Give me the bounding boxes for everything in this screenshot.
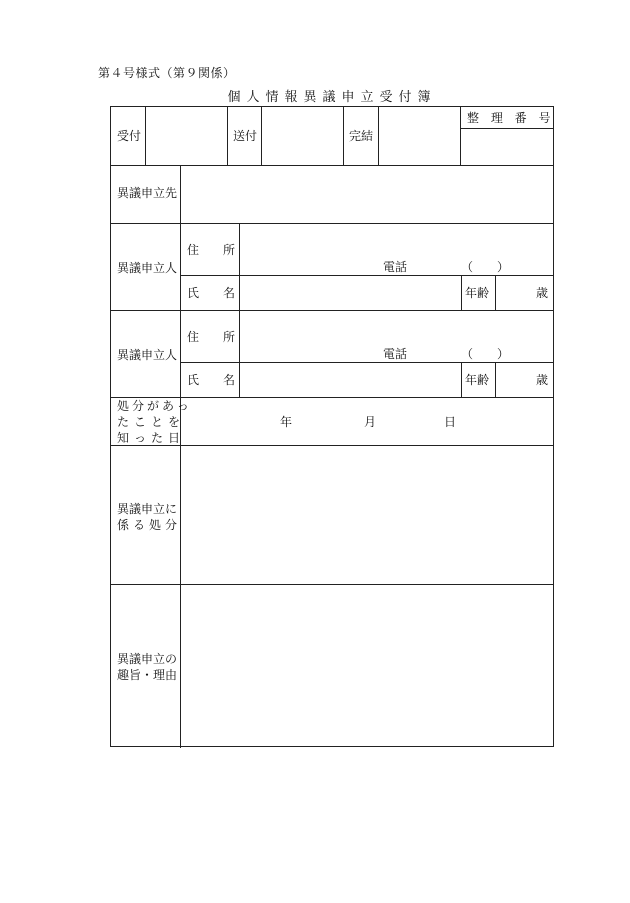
phone-label: 電話 bbox=[383, 347, 408, 361]
header-divider bbox=[343, 107, 344, 165]
document-title: 個人情報異議申立受付簿 bbox=[227, 90, 437, 105]
seiri-bangou-label: 整 理 番 号 bbox=[467, 111, 555, 125]
phone-paren: （ ） bbox=[461, 347, 510, 361]
disposition-label-line: 係る処分 bbox=[117, 518, 182, 532]
uketsuke-label: 受付 bbox=[117, 129, 142, 143]
header-divider bbox=[227, 107, 228, 165]
age-unit: 歳 bbox=[536, 286, 549, 300]
row-border bbox=[111, 223, 554, 224]
phone-paren: （ ） bbox=[461, 260, 510, 274]
month-label: 月 bbox=[364, 415, 377, 429]
applicant-label: 異議申立人 bbox=[117, 261, 178, 275]
header-divider bbox=[460, 107, 461, 165]
kanketsu-label: 完結 bbox=[349, 129, 374, 143]
header-divider bbox=[378, 107, 379, 165]
age-divider bbox=[495, 362, 496, 397]
reason-label-line: 異議申立の bbox=[117, 652, 178, 666]
header-divider bbox=[261, 107, 262, 165]
label-column-border bbox=[180, 165, 181, 748]
day-label: 日 bbox=[444, 415, 457, 429]
date-known-label-line: たことを bbox=[117, 415, 186, 429]
row-border bbox=[111, 584, 554, 585]
destination-label: 異議申立先 bbox=[117, 186, 178, 200]
seiri-divider bbox=[460, 128, 554, 129]
date-known-label-line: 処分があっ bbox=[117, 399, 192, 413]
row-border bbox=[111, 445, 554, 446]
disposition-label-line: 異議申立に bbox=[117, 502, 178, 516]
row-border bbox=[111, 310, 554, 311]
soufu-label: 送付 bbox=[233, 129, 258, 143]
applicant-row-divider bbox=[180, 275, 554, 276]
name-label: 氏 名 bbox=[187, 373, 242, 387]
date-known-label-line: 知った日 bbox=[117, 431, 186, 445]
reason-label-line: 趣旨・理由 bbox=[117, 668, 178, 682]
age-label: 年齢 bbox=[465, 286, 490, 300]
row-border bbox=[111, 165, 554, 166]
form-number-label: 第４号様式（第９関係） bbox=[98, 66, 236, 80]
phone-label: 電話 bbox=[383, 260, 408, 274]
register-table bbox=[110, 106, 554, 747]
age-unit: 歳 bbox=[536, 373, 549, 387]
applicant-label: 異議申立人 bbox=[117, 348, 178, 362]
address-label: 住 所 bbox=[187, 330, 242, 344]
age-label: 年齢 bbox=[465, 373, 490, 387]
age-divider bbox=[461, 362, 462, 397]
age-divider bbox=[461, 275, 462, 310]
applicant-row-divider bbox=[180, 362, 554, 363]
year-label: 年 bbox=[280, 415, 293, 429]
address-label: 住 所 bbox=[187, 243, 242, 257]
header-divider bbox=[145, 107, 146, 165]
age-divider bbox=[495, 275, 496, 310]
name-label: 氏 名 bbox=[187, 286, 242, 300]
